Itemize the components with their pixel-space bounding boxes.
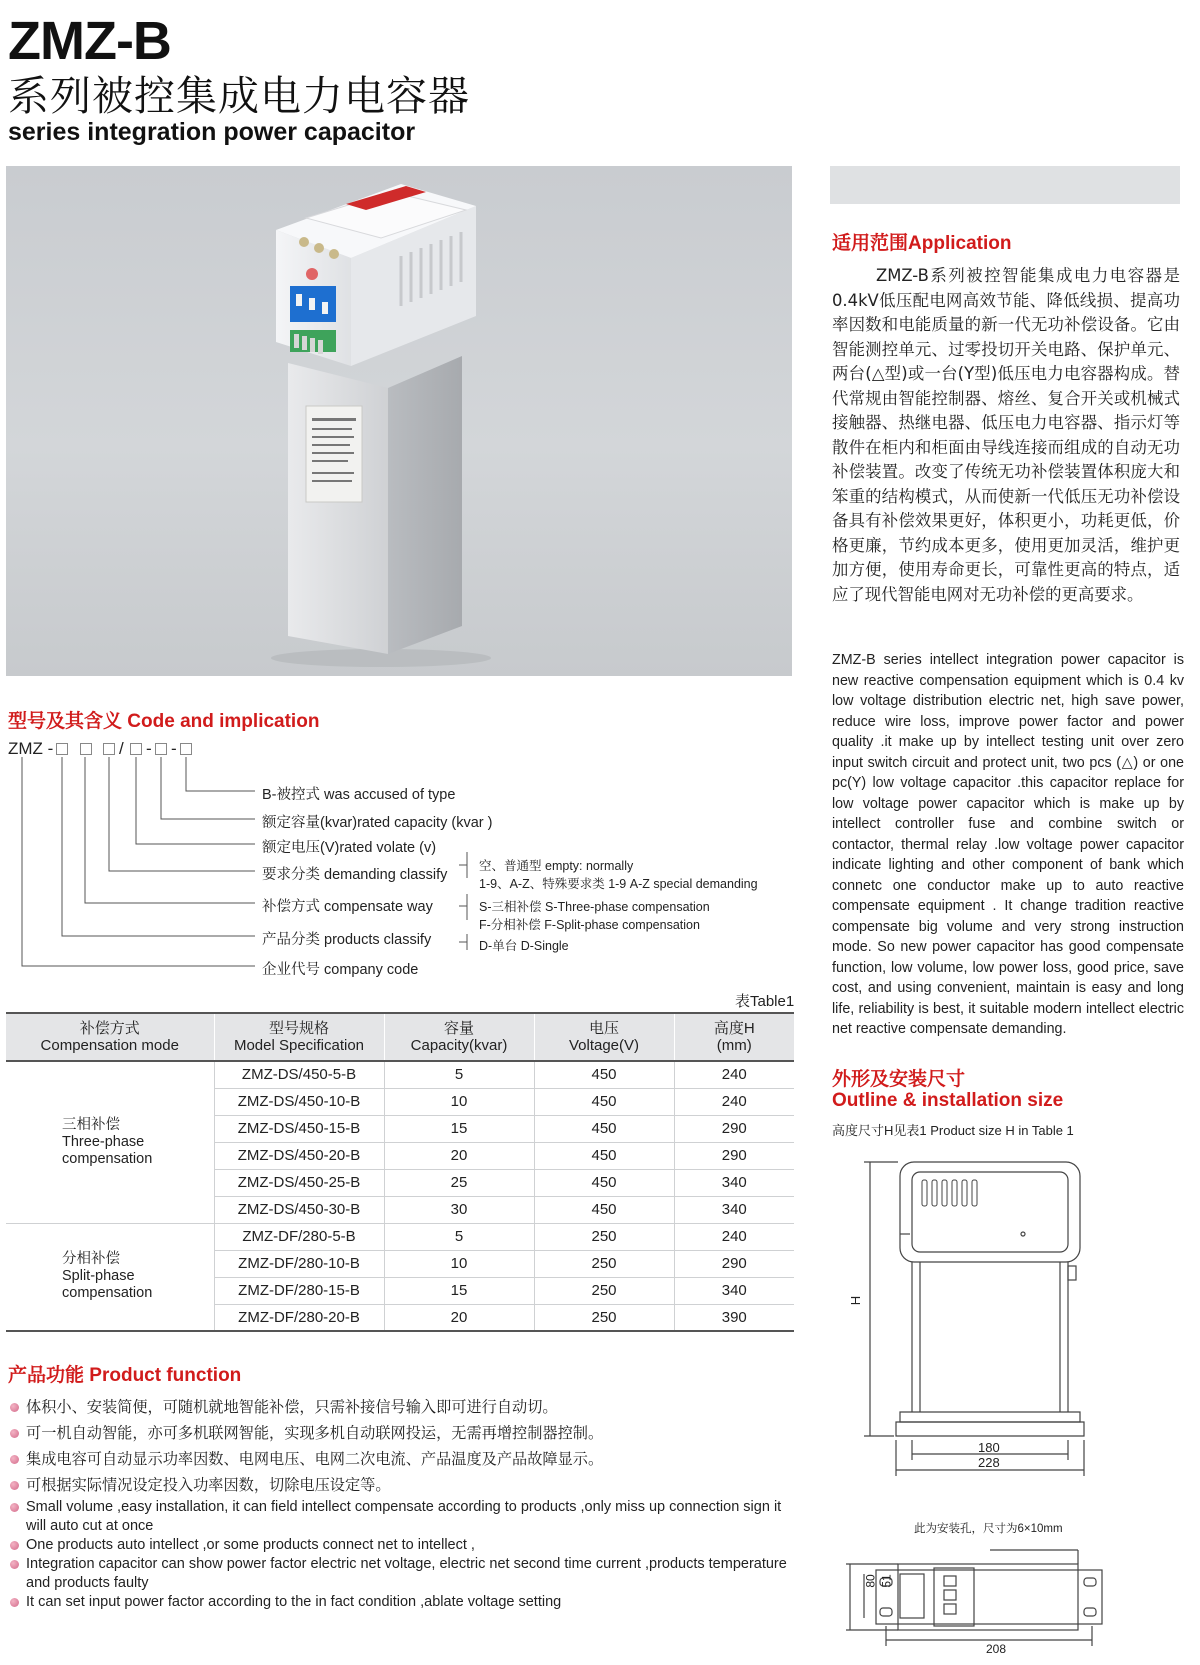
dim-h: H <box>848 1295 864 1306</box>
function-item-cn: 集成电容可自动显示功率因数、电网电压、电网二次电流、产品温度及产品故障显示。 <box>8 1446 798 1472</box>
product-photo <box>6 166 792 676</box>
code-dash-2: - <box>171 739 177 758</box>
code-box-6 <box>180 743 192 755</box>
function-heading: 产品功能 Product function <box>8 1364 242 1386</box>
function-item-cn: 可根据实际情况设定投入功率因数，切除电压设定等。 <box>8 1472 798 1498</box>
code-box-3 <box>103 743 115 755</box>
compensate-option-three: S-三相补偿 S-Three-phase compensation <box>479 900 710 914</box>
outline-note: 高度尺寸H见表1 Product size H in Table 1 <box>832 1123 1074 1138</box>
dim-228: 228 <box>978 1455 1000 1470</box>
col-voltage: 电压 Voltage(V) <box>534 1013 674 1061</box>
table-caption: 表Table1 <box>735 993 795 1010</box>
code-item-voltage: 额定电压(V)rated volate (v) <box>262 840 437 856</box>
table-row: ZMZ-DF/280-20-B 20 250 390 <box>6 1304 794 1331</box>
code-item-compensate: 补偿方式 compensate way <box>262 899 433 915</box>
function-item-en: Small volume ,easy installation, it can field intellect compensate according to products ,only miss up connection sign it will auto cut at once <box>8 1498 798 1536</box>
table-row: ZMZ-DS/450-25-B 25 450 340 <box>6 1169 794 1196</box>
code-item-capacity: 额定容量(kvar)rated capacity (kvar ) <box>262 815 493 831</box>
product-option-single: D-单台 D-Single <box>479 939 569 953</box>
table-row: ZMZ-DS/450-30-B 30 450 340 <box>6 1196 794 1223</box>
code-item-demand: 要求分类 demanding classify <box>262 867 448 883</box>
function-list <box>8 1394 798 1612</box>
table-row: ZMZ-DF/280-15-B 15 250 340 <box>6 1277 794 1304</box>
dim-80: 80 <box>863 1574 878 1588</box>
code-slash: / <box>119 739 124 758</box>
application-heading: 适用范围Application <box>832 232 1012 254</box>
page-title-cn: 系列被控集成电力电容器 <box>8 73 470 119</box>
table-row: ZMZ-DS/450-15-B 15 450 290 <box>6 1115 794 1142</box>
code-item-type: B-被控式 was accused of type <box>262 787 456 803</box>
outline-heading: 外形及安装尺寸 Outline & installation size <box>832 1068 1064 1111</box>
demand-option-normal: 空、普通型 empty: normally <box>479 859 634 873</box>
code-item-company: 企业代号 company code <box>262 962 419 978</box>
application-text-en: ZMZ-B series intellect integration power capacitor is new reactive compensation equipment which is 0.4 kv low voltage distribution electric net, high save power, reduce wire loss, improve power factor and power quality .it make up by intellect testing unit over zero input switch circuit and protect unit, two pcs (△) or one pc(Y) low voltage capacitor .this capacitor replace for low voltage power capacitor which is make up by intellect controller fuse and combine switch or contactor, thermal relay .low voltage power capacitor indicate lighting and other component of bank which connetc one conductor make up to auto reactive compensate equipment . It change tradition reactive compensate big volume and very strong instruction mode. So new power capacitor has good compensate function, low volume, low power loss, good price, save cost, and using convenient, maintain is easy and long life, reliability is best, it suitable modern intellect electric net reactive compensate demanding. <box>832 652 1184 1037</box>
table-row: 三相补偿 Three-phase compensation ZMZ-DS/450-5-B 5 450 240 <box>6 1061 794 1088</box>
capacitor-illustration <box>6 166 792 676</box>
function-item-cn: 可一机自动智能，亦可多机联网智能，实现多机自动联网投运，无需再增控制器控制。 <box>8 1420 798 1446</box>
demand-option-special: 1-9、A-Z、特殊要求类 1-9 A-Z special demanding <box>479 877 758 891</box>
code-dash-1: - <box>146 739 152 758</box>
decorative-bar <box>830 166 1180 204</box>
code-item-product: 产品分类 products classify <box>262 932 432 948</box>
table-row: ZMZ-DF/280-10-B 10 250 290 <box>6 1250 794 1277</box>
compensate-option-split: F-分相补偿 F-Split-phase compensation <box>479 918 700 932</box>
function-item-en: Integration capacitor can show power factor electric net voltage, electric net second time current ,products temperature and products faulty <box>8 1555 798 1593</box>
mounting-hole-note: 此为安装孔，尺寸为6×10mm <box>914 1523 1063 1535</box>
col-height: 高度H (mm) <box>674 1013 794 1061</box>
code-prefix: ZMZ - <box>8 739 54 758</box>
group-split-phase: 分相补偿 Split-phase compensation <box>6 1223 214 1331</box>
col-mode: 补偿方式 Compensation mode <box>6 1013 214 1061</box>
spec-table <box>6 1012 794 1332</box>
code-box-2 <box>80 743 92 755</box>
code-box-5 <box>155 743 167 755</box>
group-three-phase: 三相补偿 Three-phase compensation <box>6 1061 214 1223</box>
dim-180: 180 <box>978 1440 1000 1455</box>
table-row: 分相补偿 Split-phase compensation ZMZ-DF/280-5-B 5 250 240 <box>6 1223 794 1250</box>
dim-208: 208 <box>986 1642 1007 1656</box>
function-item-en: It can set input power factor according to the in fact condition ,ablate voltage setting <box>8 1593 798 1612</box>
page-title-model: ZMZ-B <box>8 11 171 71</box>
col-model: 型号规格 Model Specification <box>214 1013 384 1061</box>
page-subtitle-en: series integration power capacitor <box>8 118 416 146</box>
table-row: ZMZ-DS/450-10-B 10 450 240 <box>6 1088 794 1115</box>
dim-51: 51 <box>879 1574 894 1588</box>
code-connector-lines <box>0 755 300 975</box>
col-capacity: 容量 Capacity(kvar) <box>384 1013 534 1061</box>
code-heading: 型号及其含义 Code and implication <box>8 710 320 732</box>
code-box-4 <box>130 743 142 755</box>
function-item-cn: 体积小、安装简便，可随机就地智能补偿，只需补接信号输入即可进行自动切。 <box>8 1394 798 1420</box>
table-header-row <box>6 1013 794 1061</box>
application-text-cn: ZMZ-B系列被控智能集成电力电容器是0.4kV低压配电网高效节能、降低线损、提高功率因数和电能质量的新一代无功补偿设备。它由智能测控单元、过零投切开关电路、保护单元、两台(△型)或一台(Y型)低压电力电容器构成。替代常规由智能控制器、熔丝、复合开关或机械式接触器、热继电器、低压电力电容器、指示灯等散件在柜内和柜面由导线连接而组成的自动无功补偿装置。改变了传统无功补偿装置体积庞大和笨重的结构模式，从而使新一代低压无功补偿设备具有补偿效果更好，体积更小，功耗更低，价格更廉，节约成本更多，使用更加灵活，维护更加方便，使用寿命更长，可靠性更高的特点，适应了现代智能电网对无功补偿的更高要求。 <box>832 266 1180 604</box>
table-row: ZMZ-DS/450-20-B 20 450 290 <box>6 1142 794 1169</box>
function-item-en: One products auto intellect ,or some products connect net to intellect , <box>8 1536 798 1555</box>
code-box-1 <box>56 743 68 755</box>
